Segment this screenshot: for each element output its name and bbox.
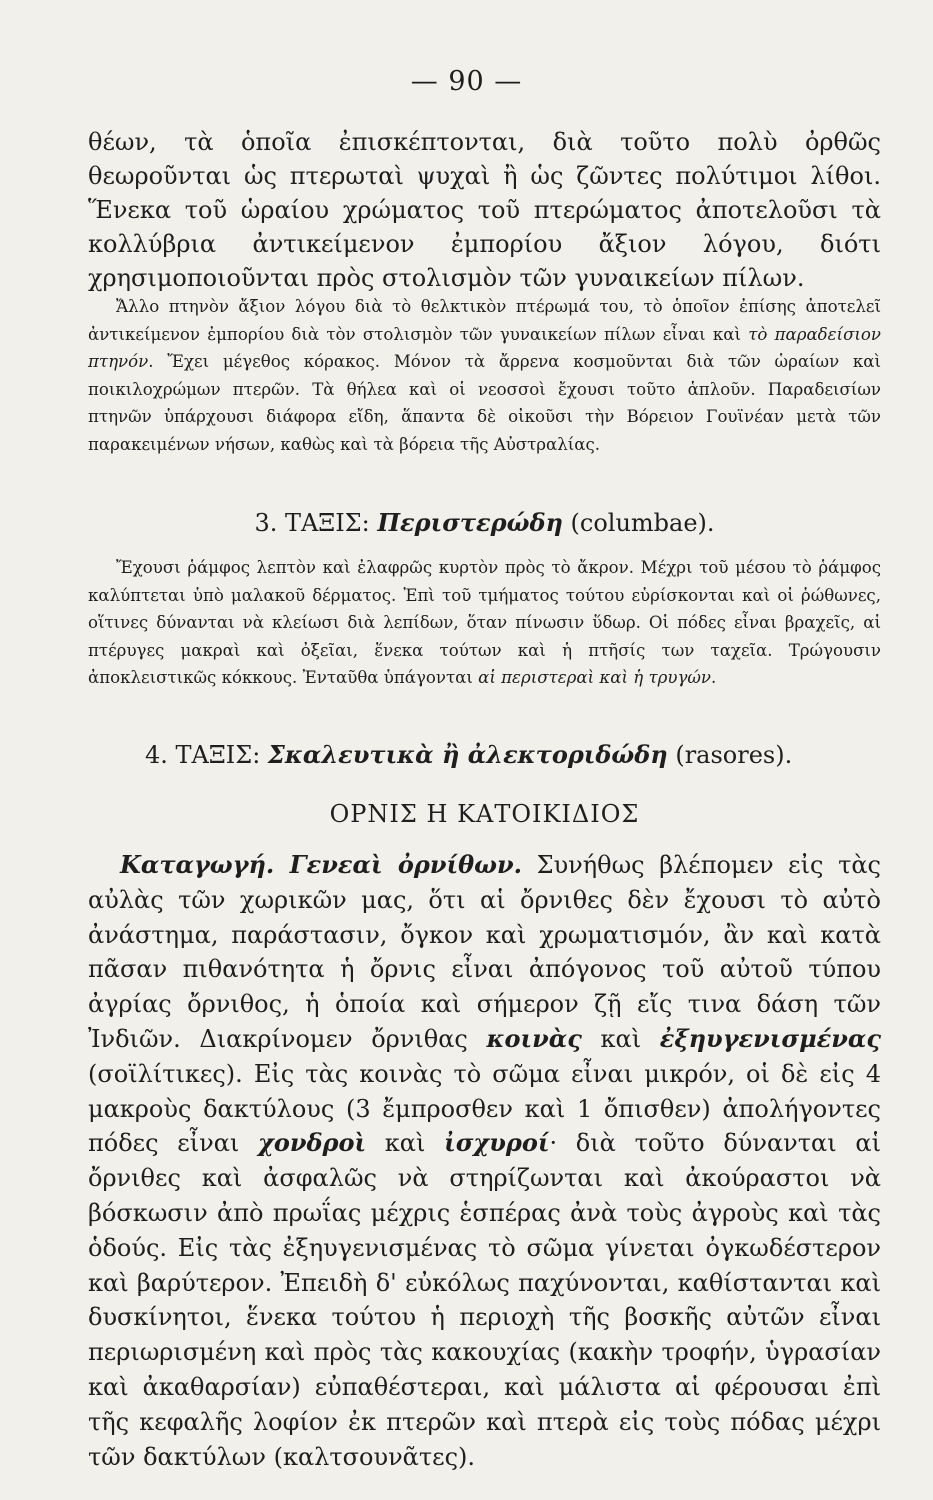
text-run: · διὰ τοῦτο δύνανται αἱ ὄρνιθες καὶ ἀσφαλῶς νὰ στηρίζωνται καὶ ἀκούραστοι νὰ βόσκωσιν ἀπὸ πρωΐας μέχρις ἑσπέρας ἀνὰ τοὺς ἀγροὺς καὶ τὰς ὁδούς. Εἰς τὰς ἐξηυγενισμένας τὸ σῶμα γίνεται ὀγκωδέστερον καὶ βαρύτερον. Ἐπειδὴ δ' εὐκόλως παχύνονται, καθίστανται καὶ δυσκίνητοι, ἕνεκα τούτου ἡ περιοχὴ τῆς βοσκῆς αὐτῶν εἶναι περιωρισμένη καὶ πρὸς τὰς κακουχίας (κακὴν τροφήν, ὑγρασίαν καὶ ἀκαθαρσίαν) εὐπαθέστεραι, καὶ μάλιστα αἱ φέρουσαι ἐπὶ τῆς κεφαλῆς λοφίον ἐκ πτερῶν καὶ πτερὰ εἰς τοὺς πόδας μέχρι τῶν δακτύλων (καλτσουνᾶτες). (88, 1129, 881, 1471)
lead-in-term: Καταγωγή. Γενεαὶ ὀρνίθων. (120, 850, 523, 879)
text-run: . Ἔχει μέγεθος κόρακος. Μόνον τὰ ἄρρενα κοσμοῦνται διὰ τῶν ὡραίων καὶ ποικιλοχρώμων πτερῶν. Τὰ θήλεα καὶ οἱ νεοσσοὶ ἔχουσι τοῦτο ἁπλοῦν. Παραδεισίων πτηνῶν ὑπάρχουσι διάφορα εἴδη, ἅπαντα δὲ οἰκοῦσι τὴν Βόρειον Γουϊνέαν μετὰ τῶν παρακειμένων νήσων, καθὼς καὶ τὰ βόρεια τῆς Αὐστραλίας. (88, 352, 881, 454)
italic-term: τὸ παραδείσιον πτηνόν (88, 324, 881, 372)
text-run: . (711, 668, 717, 688)
emphasis-term: κοινὰς (486, 1023, 582, 1053)
heading-greek-term: Περιστερώδη (377, 508, 563, 537)
emphasis-term: ἰσχυροί (444, 1128, 550, 1158)
heading-number: 3. ΤΑΞΙΣ: (254, 509, 378, 537)
heading-latin-term: (columbae). (562, 509, 715, 537)
heading-number: 4. ΤΑΞΙΣ: (145, 741, 268, 769)
heading-greek-term: Σκαλευτικὰ ἢ ἀλεκτοριδώδη (267, 740, 668, 769)
text-run: Ἄλλο πτηνὸν ἄξιον λόγου διὰ τὸ θελκτικὸν πτέρωμά του, τὸ ὁποῖον ἐπίσης ἀποτελεῖ ἀντικείμενον ἐμπορίου διὰ τὸν στολισμὸν τῶν γυναικείων πίλων εἶναι καὶ (88, 297, 881, 344)
paragraph-pigeons (88, 554, 881, 692)
section-heading-columbae (88, 508, 881, 537)
section-heading-rasores (145, 740, 933, 769)
italic-term: αἱ περιστεραὶ καὶ ἡ τρυγών (478, 668, 712, 688)
subsection-title: ΟΡΝΙΣ Η ΚΑΤΟΙΚΙΔΙΟΣ (329, 800, 640, 828)
paragraph-bird-of-paradise (88, 293, 881, 459)
emphasis-term: ἐξηυγενισμένας (659, 1023, 881, 1053)
paragraph-hummingbirds (88, 125, 881, 295)
text-run: καὶ (366, 1129, 445, 1158)
heading-latin-term: (rasores). (667, 741, 793, 769)
text-run: Συνήθως βλέπομεν εἰς τὰς αὐλὰς τῶν χωρικῶν μας, ὅτι αἱ ὄρνιθες δὲν ἔχουσι τὸ αὐτὸ ἀνάστημα, παράστασιν, ὄγκον καὶ χρωματισμόν, ἂν καὶ κατὰ πᾶσαν πιθανότητα ἡ ὄρνις εἶναι ἀπόγονος τοῦ αὐτοῦ τύπου ἀγρίας ὄρνιθος, ἡ ὁποία καὶ σήμερον ζῇ εἴς τινα δάση τῶν Ἰνδιῶν. Διακρίνομεν ὄρνιθας (88, 851, 881, 1053)
emphasis-term: χονδροὶ (258, 1128, 367, 1158)
page-number: — 90 — (410, 66, 523, 97)
text-run: Ἔχουσι ῥάμφος λεπτὸν καὶ ἐλαφρῶς κυρτὸν πρὸς τὸ ἄκρον. Μέχρι τοῦ μέσου τὸ ῥάμφος καλύπτεται ὑπὸ μαλακοῦ δέρματος. Ἐπὶ τοῦ τμήματος τούτου εὑρίσκονται καὶ οἱ ῥώθωνες, οἵτινες δύνανται νὰ κλείωσι διὰ λεπίδων, ὅταν πίνωσιν ὕδωρ. Οἱ πόδες εἶναι βραχεῖς, αἱ πτέρυγες μακραὶ καὶ ὀξεῖαι, ἕνεκα τούτων καὶ ἡ πτῆσίς των ταχεῖα. Τρώγουσιν ἀποκλειστικῶς κόκκους. Ἐνταῦθα ὑπάγονται (88, 558, 881, 688)
text-run: καὶ (581, 1024, 660, 1053)
paragraph-text: θέων, τὰ ὁποῖα ἐπισκέπτονται, διὰ τοῦτο πολὺ ὀρθῶς θεωροῦνται ὡς πτερωταὶ ψυχαὶ ἢ ὡς ζῶντες πολύτιμοι λίθοι. Ἕνεκα τοῦ ὡραίου χρώματος τοῦ πτερώματος ἀποτελοῦσι τὰ κολλύβρια ἀντικείμενον ἐμπορίου ἄξιον λόγου, διότι χρησιμοποιοῦνται πρὸς στολισμὸν τῶν γυναικείων πίλων. (88, 128, 881, 292)
text-run: (σοϊλίτικες). Εἰς τὰς κοινὰς τὸ σῶμα εἶναι μικρόν, οἱ δὲ εἰς 4 μακροὺς δακτύλους (3 ἔμπροσθεν καὶ 1 ὄπισθεν) ἀπολήγοντες πόδες εἶναι (88, 1059, 881, 1158)
paragraph-domestic-hen (88, 848, 881, 1474)
